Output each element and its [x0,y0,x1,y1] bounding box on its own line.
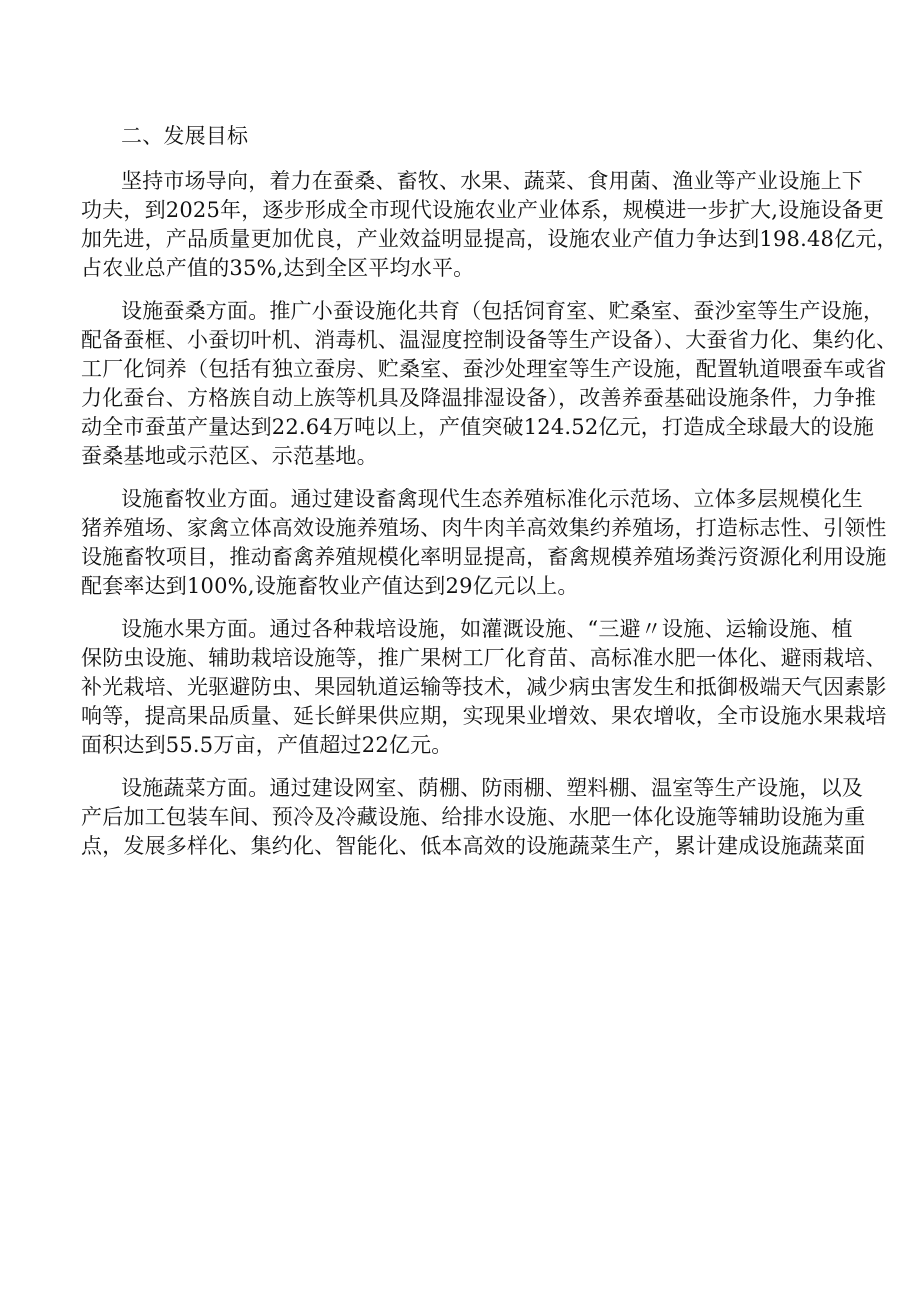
document-body [81,122,898,861]
paragraph-line: 配备蚕框、小蚕切叶机、消毒机、温湿度控制设备等生产设备）、大蚕省力化、集约化、 [81,328,898,352]
paragraph-line: 功夫，到2025年，逐步形成全市现代设施农业产业体系，规模进一步扩大,设施设备更 [81,198,885,222]
paragraph-line: 设施蔬菜方面。通过建设网室、荫棚、防雨棚、塑料棚、温室等生产设施，以及 [121,776,863,800]
paragraph-line: 补光栽培、光驱避防虫、果园轨道运输等技术，减少病虫害发生和抵御极端天气因素影 [81,675,887,699]
paragraph-line: 加先进，产品质量更加优良，产业效益明显提高，设施农业产值力争达到198.48亿元， [81,227,898,251]
paragraph-goals [81,167,898,283]
section-heading: 二、发展目标 [121,124,249,148]
paragraph-sericulture [81,297,898,471]
paragraph-line: 面积达到55.5万亩，产值超过22亿元。 [81,733,453,757]
paragraph-line: 坚持市场导向，着力在蚕桑、畜牧、水果、蔬菜、食用菌、渔业等产业设施上下 [121,169,863,193]
paragraph-line: 动全市蚕茧产量达到22.64万吨以上，产值突破124.52亿元，打造成全球最大的设施 [81,415,874,439]
paragraph-livestock [81,485,887,601]
paragraph-line: 占农业总产值的35%,达到全区平均水平。 [81,256,475,280]
paragraph-line: 工厂化饲养（包括有独立蚕房、贮桑室、蚕沙处理室等生产设施，配置轨道喂蚕车或省 [81,357,887,381]
paragraph-line: 响等，提高果品质量、延长鲜果供应期，实现果业增效、果农增收，全市设施水果栽培 [81,704,887,728]
paragraph-line: 配套率达到100%,设施畜牧业产值达到29亿元以上。 [81,574,579,598]
paragraph-line: 保防虫设施、辅助栽培设施等，推广果树工厂化育苗、高标准水肥一体化、避雨栽培、 [81,646,887,670]
paragraph-line: 设施畜牧业方面。通过建设畜禽现代生态养殖标准化示范场、立体多层规模化生 [121,487,863,511]
paragraph-line: 设施水果方面。通过各种栽培设施，如灌溉设施、“三避〃设施、运输设施、植 [121,617,853,641]
paragraph-line: 点，发展多样化、集约化、智能化、低本高效的设施蔬菜生产，累计建成设施蔬菜面 [81,834,866,858]
paragraph-line: 猪养殖场、家禽立体高效设施养殖场、肉牛肉羊高效集约养殖场，打造标志性、引领性 [81,516,887,540]
paragraph-line: 蚕桑基地或示范区、示范基地。 [81,444,378,468]
paragraph-line: 力化蚕台、方格族自动上族等机具及降温排湿设备），改善养蚕基础设施条件，力争推 [81,386,877,410]
paragraph-line: 产后加工包装车间、预冷及冷藏设施、给排水设施、水肥一体化设施等辅助设施为重 [81,805,866,829]
paragraph-line: 设施蚕桑方面。推广小蚕设施化共育（包括饲育室、贮桑室、蚕沙室等生产设施， [121,299,885,323]
paragraph-vegetables [81,774,866,861]
paragraph-line: 设施畜牧项目，推动畜禽养殖规模化率明显提高，畜禽规模养殖场粪污资源化利用设施 [81,545,887,569]
paragraph-fruit [81,615,887,760]
